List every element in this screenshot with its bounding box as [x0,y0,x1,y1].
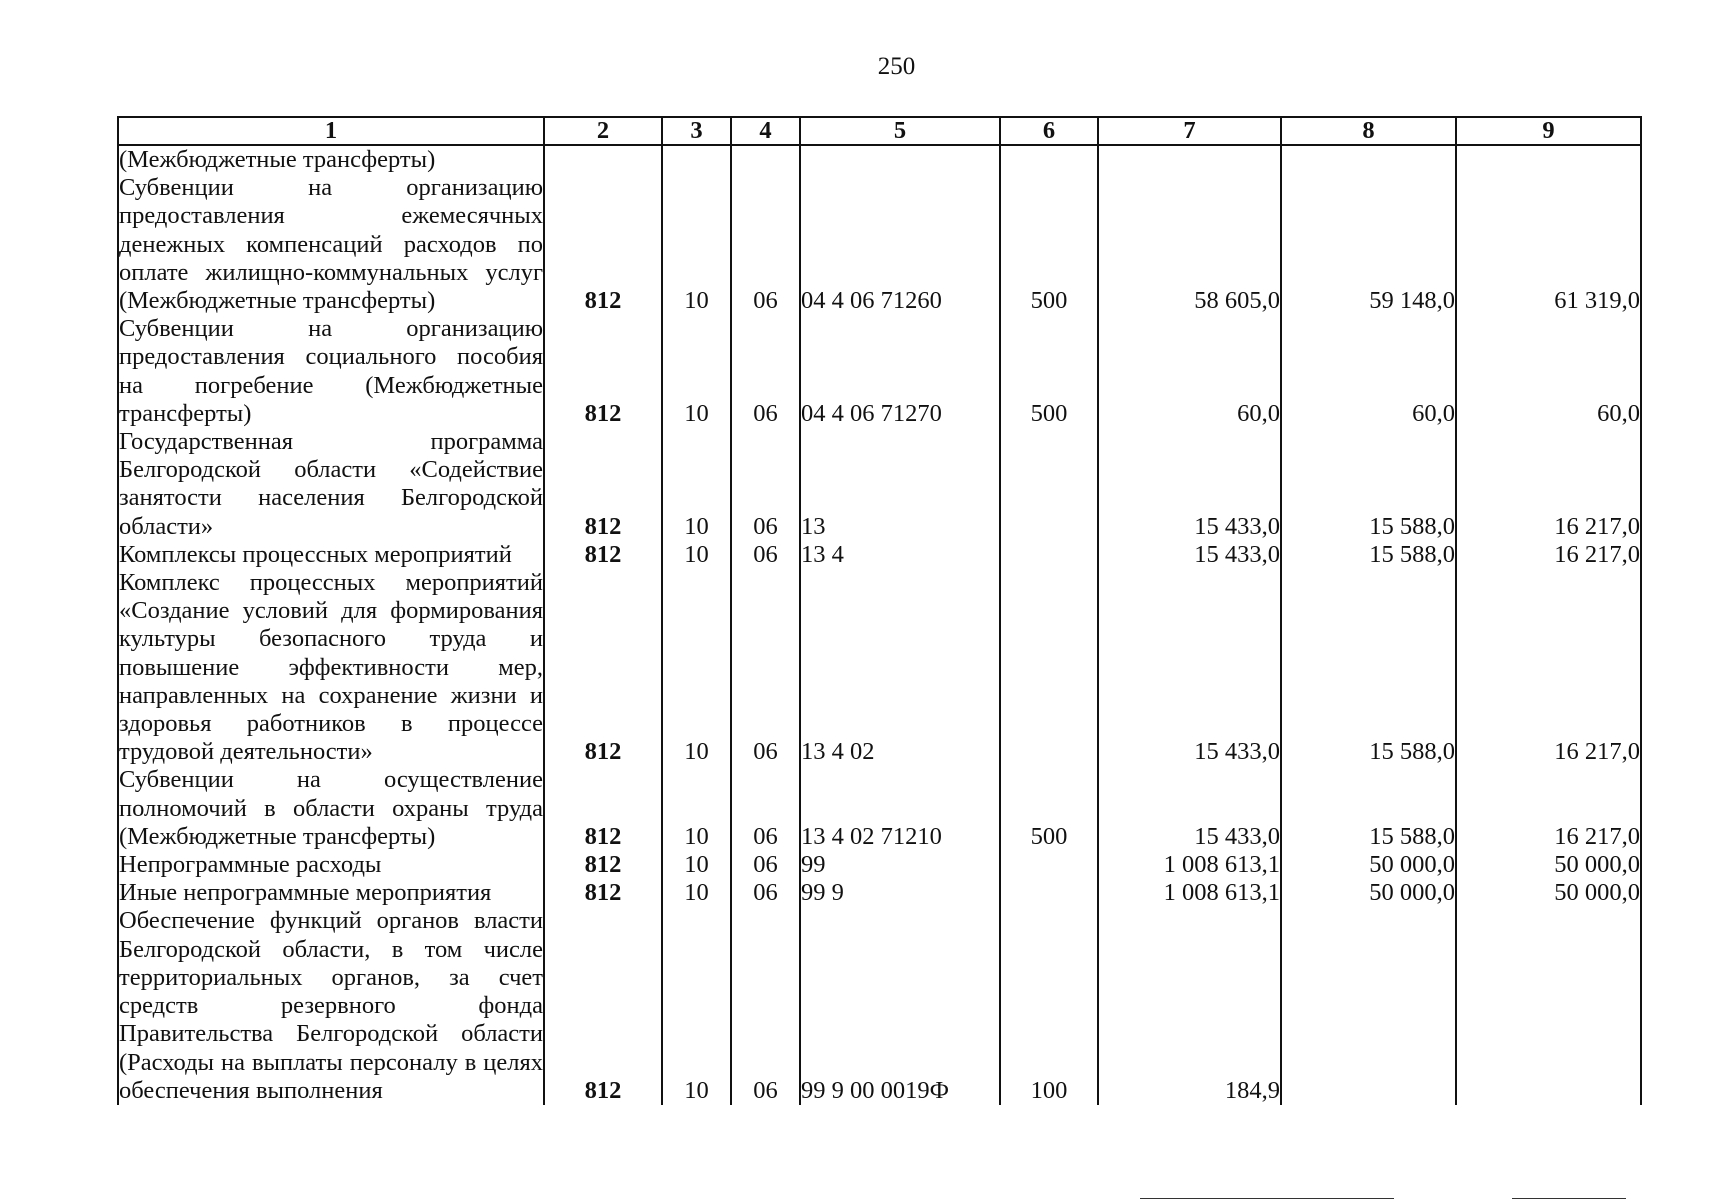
row-col-2: 812 [544,851,662,879]
row-col-8 [1281,145,1456,174]
header-row [118,117,1641,145]
row-col-5: 13 [800,428,1000,541]
row-col-3 [662,145,731,174]
row-col-6: 100 [1000,907,1098,1104]
row-col-4: 06 [731,907,800,1104]
row-col-3: 10 [662,541,731,569]
row-col-6: 500 [1000,315,1098,428]
row-col-7: 15 433,0 [1098,569,1281,766]
row-col-3: 10 [662,907,731,1104]
row-col-6: 500 [1000,766,1098,851]
col-header-8: 8 [1281,117,1456,145]
row-col-5: 13 4 [800,541,1000,569]
row-col-6 [1000,541,1098,569]
row-col-6 [1000,428,1098,541]
row-col-2: 812 [544,766,662,851]
footer-rule [1140,1198,1394,1199]
row-col-5: 04 4 06 71270 [800,315,1000,428]
row-col-9: 16 217,0 [1456,766,1641,851]
col-header-1: 1 [118,117,544,145]
row-col-5: 99 9 [800,879,1000,907]
row-col-2: 812 [544,428,662,541]
row-col-8: 59 148,0 [1281,174,1456,315]
row-col-7: 15 433,0 [1098,541,1281,569]
row-col-2: 812 [544,879,662,907]
table-body [118,145,1641,1105]
col-header-5: 5 [800,117,1000,145]
row-description: Субвенции на осуществление полномочий в области охраны труда (Межбюджетные трансферты) [119,766,543,850]
row-col-6 [1000,851,1098,879]
row-col-3: 10 [662,851,731,879]
row-col-4: 06 [731,541,800,569]
table-row [118,315,1641,428]
col-header-9: 9 [1456,117,1641,145]
row-col-5 [800,145,1000,174]
row-col-6 [1000,879,1098,907]
row-col-2: 812 [544,174,662,315]
row-col-9: 61 319,0 [1456,174,1641,315]
table-row [118,174,1641,315]
col-header-2: 2 [544,117,662,145]
row-description: Комплекс процессных мероприятий «Создание условий для формирования культуры безопасного труда и повышение эффективности мер, направленных на сохранение жизни и здоровья работников в процессе трудовой деятельности» [119,569,543,766]
col-header-3: 3 [662,117,731,145]
row-col-4 [731,145,800,174]
row-col-7: 184,9 [1098,907,1281,1104]
row-col-9 [1456,907,1641,1104]
row-col-2: 812 [544,315,662,428]
row-description: (Межбюджетные трансферты) [118,145,544,174]
row-col-7: 1 008 613,1 [1098,851,1281,879]
footer-rule [1512,1198,1626,1199]
row-col-6 [1000,145,1098,174]
row-col-2: 812 [544,569,662,766]
row-description: Иные непрограммные мероприятия [118,879,544,907]
row-col-8 [1281,907,1456,1104]
row-col-9: 50 000,0 [1456,851,1641,879]
row-col-9: 16 217,0 [1456,428,1641,541]
row-col-9: 60,0 [1456,315,1641,428]
row-col-9: 16 217,0 [1456,569,1641,766]
table-row [118,428,1641,541]
row-col-4: 06 [731,766,800,851]
row-description: Непрограммные расходы [118,851,544,879]
row-col-6 [1000,569,1098,766]
row-col-3: 10 [662,174,731,315]
row-col-5: 04 4 06 71260 [800,174,1000,315]
row-col-7: 15 433,0 [1098,428,1281,541]
row-col-8: 15 588,0 [1281,766,1456,851]
budget-table [117,116,1642,1105]
row-col-4: 06 [731,174,800,315]
row-col-8: 50 000,0 [1281,879,1456,907]
row-description: Субвенции на организацию предоставления социального пособия на погребение (Межбюджетные трансферты) [119,315,543,427]
table-row [118,907,1641,1104]
page-number: 250 [877,53,916,80]
row-description: Комплексы процессных мероприятий [118,541,544,569]
row-col-3: 10 [662,315,731,428]
row-col-9: 16 217,0 [1456,541,1641,569]
row-col-2: 812 [544,907,662,1104]
row-col-4: 06 [731,569,800,766]
row-col-9 [1456,145,1641,174]
row-col-3: 10 [662,766,731,851]
row-col-7: 58 605,0 [1098,174,1281,315]
table-row [118,766,1641,851]
row-col-8: 15 588,0 [1281,428,1456,541]
row-description: Государственная программа Белгородской области «Содействие занятости населения Белгородской области» [119,428,543,540]
row-col-3: 10 [662,428,731,541]
row-col-2 [544,145,662,174]
table-row [118,879,1641,907]
col-header-6: 6 [1000,117,1098,145]
table-row [118,851,1641,879]
col-header-4: 4 [731,117,800,145]
row-col-7: 1 008 613,1 [1098,879,1281,907]
row-col-8: 60,0 [1281,315,1456,428]
row-col-4: 06 [731,315,800,428]
row-col-7: 60,0 [1098,315,1281,428]
row-col-6: 500 [1000,174,1098,315]
table-row [118,541,1641,569]
row-col-3: 10 [662,879,731,907]
row-col-8: 15 588,0 [1281,569,1456,766]
row-col-7: 15 433,0 [1098,766,1281,851]
table-row [118,569,1641,766]
row-col-5: 13 4 02 [800,569,1000,766]
row-col-9: 50 000,0 [1456,879,1641,907]
row-description: Субвенции на организацию предоставления ежемесячных денежных компенсаций расходов по оплате жилищно-коммунальных услуг (Межбюджетные трансферты) [119,174,543,315]
row-col-3: 10 [662,569,731,766]
row-col-5: 99 [800,851,1000,879]
col-header-7: 7 [1098,117,1281,145]
row-col-4: 06 [731,851,800,879]
row-col-5: 13 4 02 71210 [800,766,1000,851]
row-col-2: 812 [544,541,662,569]
row-col-4: 06 [731,428,800,541]
row-col-8: 15 588,0 [1281,541,1456,569]
row-col-7 [1098,145,1281,174]
row-col-5: 99 9 00 0019Ф [800,907,1000,1104]
row-col-8: 50 000,0 [1281,851,1456,879]
row-description: Обеспечение функций органов власти Белгородской области, в том числе территориальных органов, за счет средств резервного фонда Правительства Белгородской области (Расходы на выплаты персоналу в целях обеспечения выполнения [119,907,543,1104]
table-row [118,145,1641,174]
row-col-4: 06 [731,879,800,907]
